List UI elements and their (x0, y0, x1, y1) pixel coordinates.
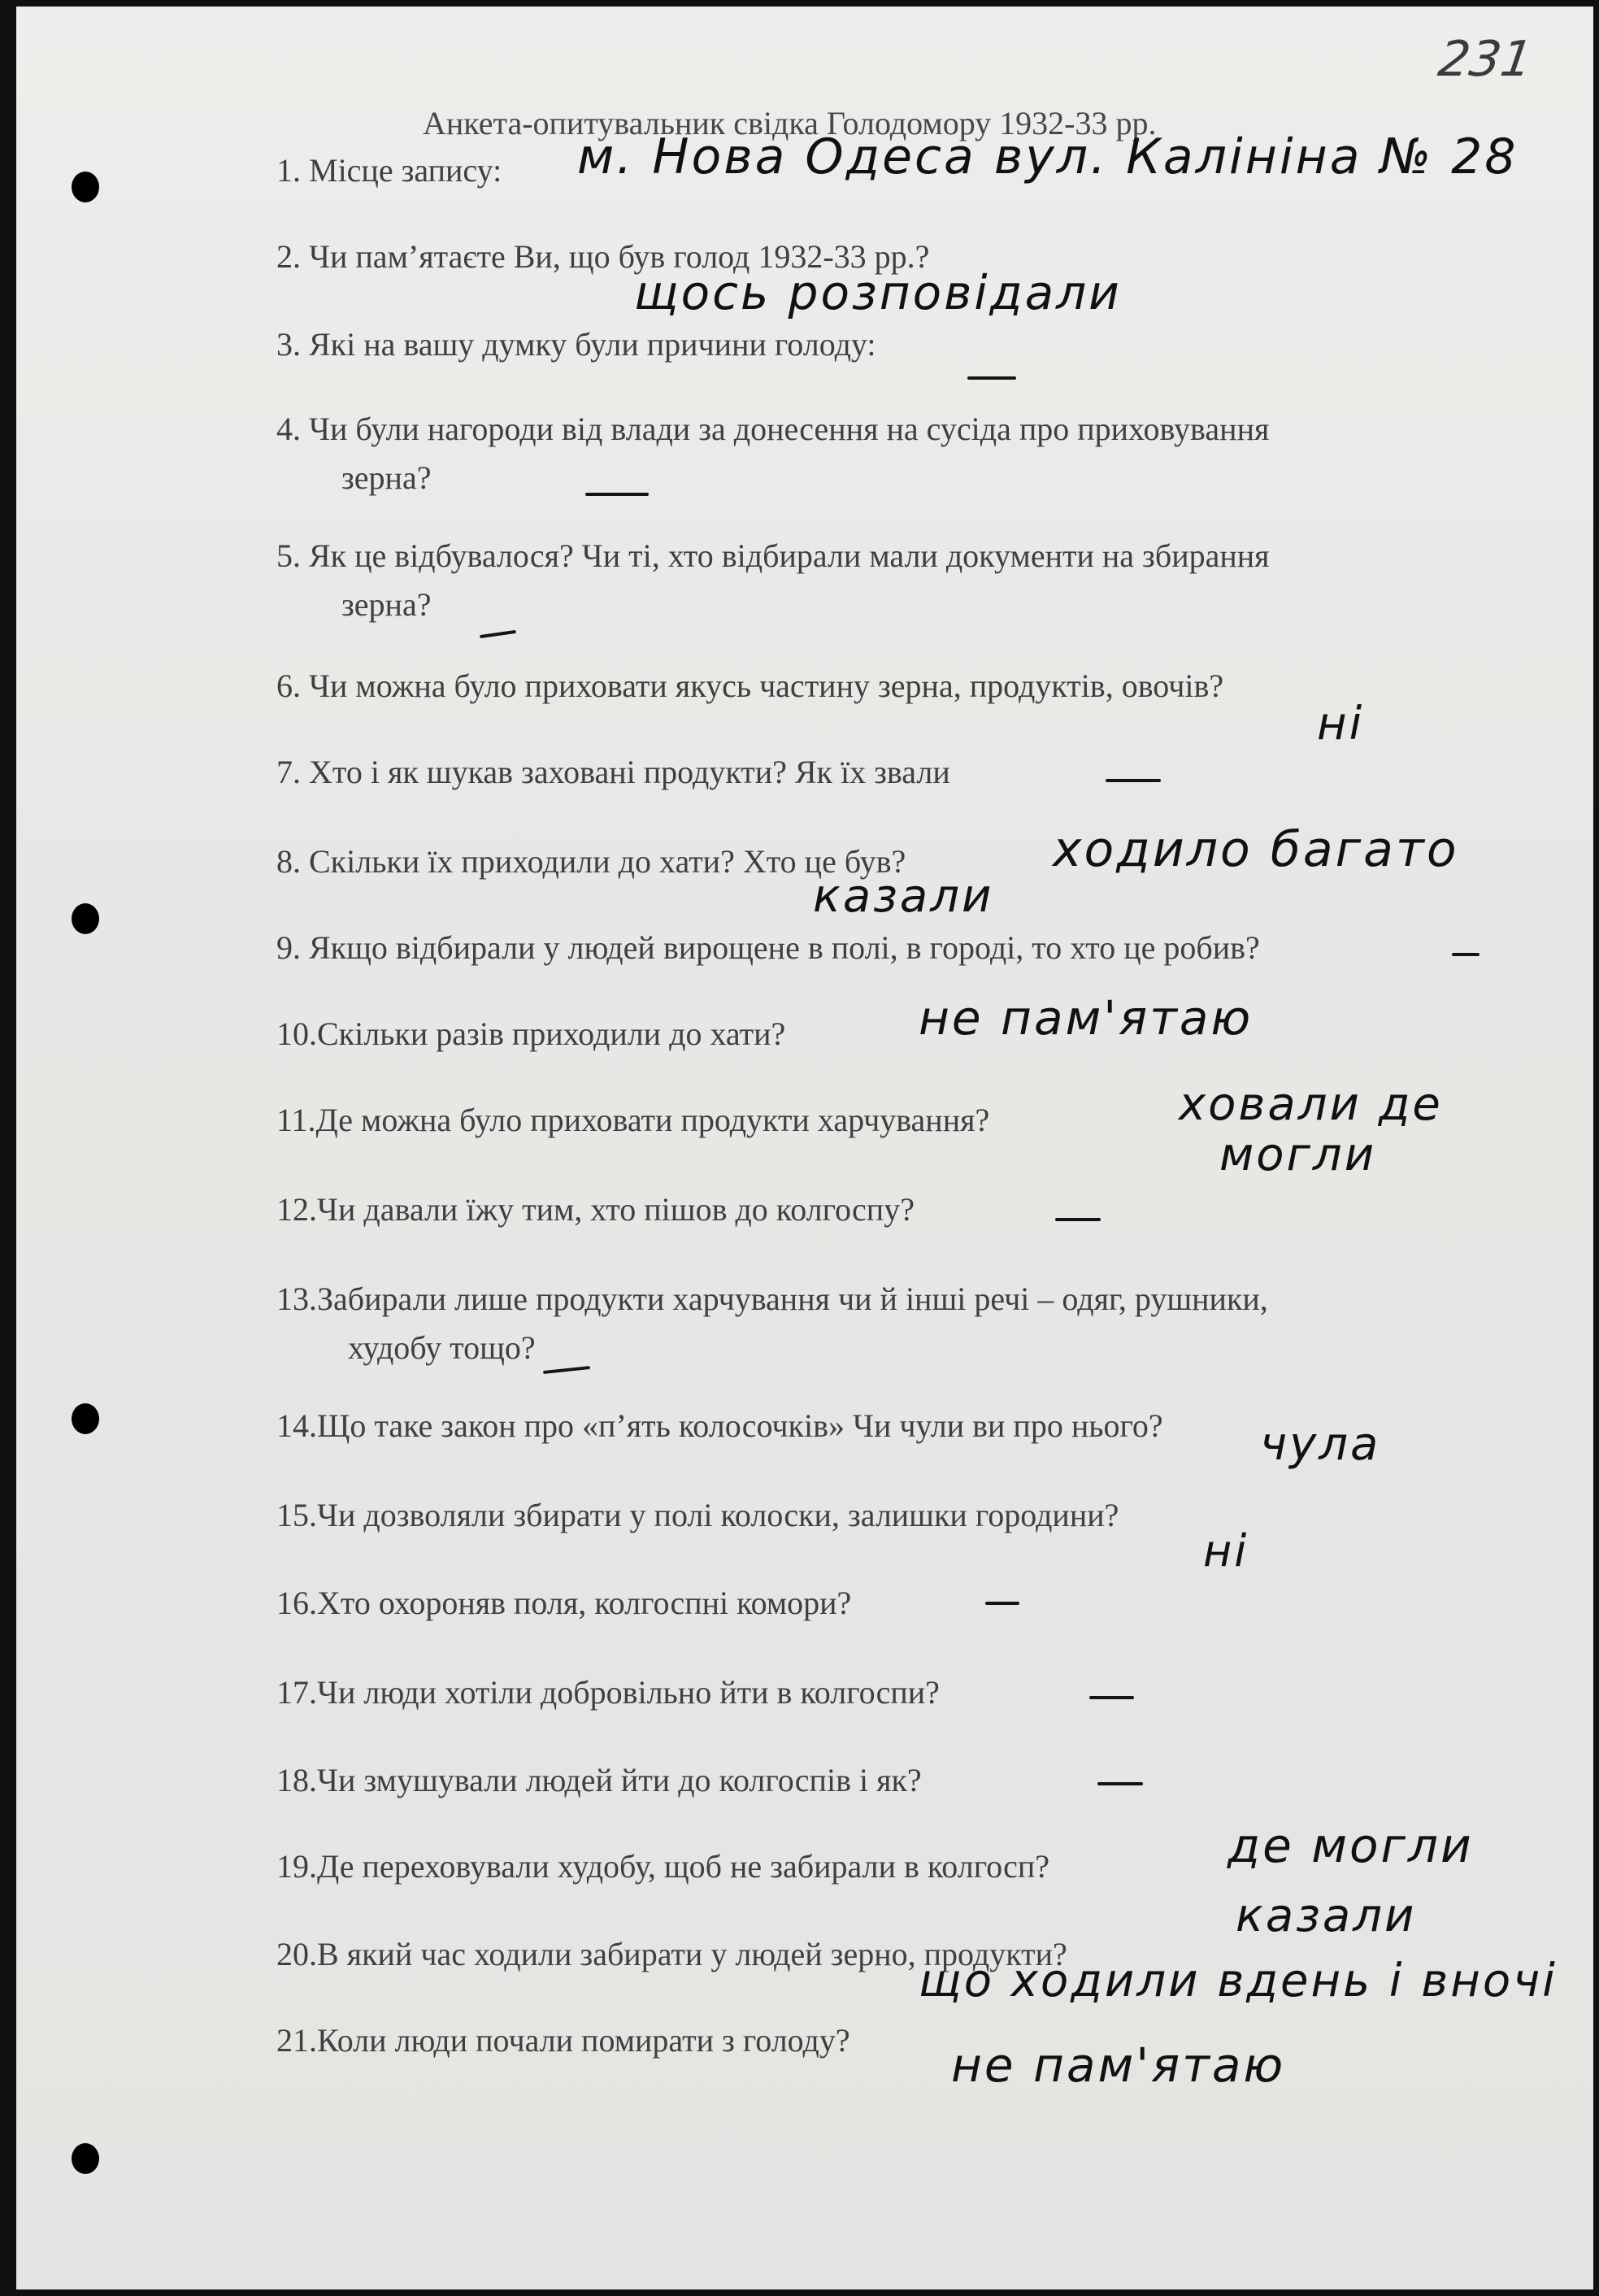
answer-18-dash (1097, 1782, 1143, 1785)
question-2: 2. Чи пам’ятаєте Ви, що був голод 1932-33 рр.? (276, 238, 930, 275)
answer-21: не пам'ятаю (951, 2037, 1286, 2093)
question-12: 12.Чи давали їжу тим, хто пішов до колгоспу? (276, 1191, 915, 1228)
question-18: 18.Чи змушували людей йти до колгоспів і як? (276, 1762, 922, 1798)
question-6: 6. Чи можна було приховати якусь частину зерна, продуктів, овочів? (276, 667, 1224, 704)
punch-hole (72, 1403, 99, 1434)
question-20: 20.В який час ходили забирати у людей зерно, продукти? (276, 1936, 1067, 1972)
questionnaire-sheet (16, 7, 1593, 2289)
answer-6: ні (1317, 698, 1365, 750)
question-14: 14.Що таке закон про «п’ять колосочків» Чи чули ви про нього? (276, 1407, 1163, 1444)
question-21: 21.Коли люди почали помирати з голоду? (276, 2022, 850, 2059)
answer-8b: казали (813, 870, 994, 923)
answer-11b: могли (1219, 1128, 1377, 1181)
answer-7-dash (1106, 779, 1161, 782)
question-4: 4. Чи були нагороди від влади за донесення на сусіда про приховування зерна? (276, 411, 1270, 496)
answer-15: ні (1203, 1525, 1249, 1576)
question-3: 3. Які на вашу думку були причини голоду: (276, 326, 876, 363)
answer-4-dash (585, 493, 649, 496)
answer-16-dash (985, 1602, 1019, 1605)
answer-1: м. Нова Одеса вул. Калініна № 28 (577, 128, 1519, 185)
answer-10: не пам'ятаю (919, 990, 1254, 1046)
document-title: Анкета-опитувальник свідка Голодомору 1932-33 рр. (423, 105, 1157, 141)
punch-hole (72, 2143, 99, 2174)
answer-17-dash (1089, 1696, 1134, 1699)
answer-8: ходило багато (1053, 821, 1459, 878)
question-13: 13.Забирали лише продукти харчування чи й інші речі – одяг, рушники, худобу тощо? (276, 1281, 1268, 1366)
question-11: 11.Де можна було приховати продукти харчування? (276, 1102, 990, 1138)
answer-9-dash (1452, 953, 1480, 956)
question-19: 19.Де переховували худобу, щоб не забирали в колгосп? (276, 1848, 1050, 1885)
answer-19: де могли (1227, 1818, 1474, 1873)
question-8: 8. Скільки їх приходили до хати? Хто це був? (276, 843, 906, 880)
question-15: 15.Чи дозволяли збирати у полі колоски, залишки городини? (276, 1497, 1119, 1533)
question-5: 5. Як це відбувалося? Чи ті, хто відбирали мали документи на збирання зерна? (276, 537, 1270, 623)
punch-hole (72, 903, 99, 934)
question-10: 10.Скільки разів приходили до хати? (276, 1015, 786, 1052)
answer-2: щось розповідали (634, 265, 1122, 320)
question-9: 9. Якщо відбирали у людей вирощене в полі, в городі, то хто це робив? (276, 929, 1260, 966)
question-17: 17.Чи люди хотіли добровільно йти в колгоспи? (276, 1674, 940, 1711)
question-1: 1. Місце запису: (276, 152, 502, 189)
answer-20b: що ходили вдень і вночі (919, 1955, 1558, 2007)
question-7: 7. Хто і як шукав заховані продукти? Як їх звали (276, 754, 950, 790)
answer-20a: казали (1236, 1889, 1417, 1942)
answer-5-dash (480, 630, 516, 638)
question-16: 16.Хто охороняв поля, колгоспні комори? (276, 1585, 852, 1621)
page-number: 231 (1435, 31, 1536, 88)
answer-3-dash (967, 376, 1016, 380)
answer-11a: ховали де (1179, 1078, 1443, 1131)
answer-12-dash (1055, 1218, 1101, 1221)
answer-14: чула (1260, 1418, 1381, 1471)
punch-hole (72, 172, 99, 202)
